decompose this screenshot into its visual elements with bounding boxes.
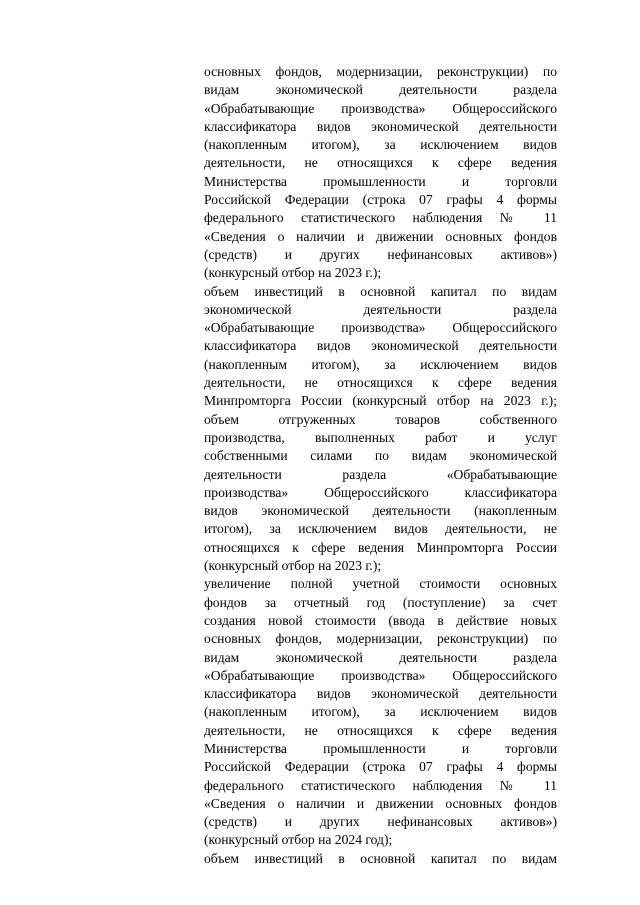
text-line: Минпромторга России (конкурсный отбор на 2023 г.); xyxy=(204,393,557,409)
text-line: «Сведения о наличии и движении основных фондов xyxy=(204,228,557,244)
text-line: деятельности, не относящихся к сфере ведения xyxy=(204,375,557,391)
text-line: итогом), за исключением видов деятельности, не xyxy=(204,521,557,537)
text-line: фондов за отчетный год (поступление) за счет xyxy=(204,594,557,610)
text-line: «Обрабатывающие производства» Общероссийского xyxy=(204,667,557,683)
text-line: экономической деятельности раздела xyxy=(204,301,557,317)
text-line: объем инвестиций в основной капитал по видам xyxy=(204,283,557,299)
text-line: видам экономической деятельности раздела xyxy=(204,649,557,665)
text-line: Министерства промышленности и торговли xyxy=(204,740,557,756)
text-line: объем инвестиций в основной капитал по видам xyxy=(204,850,557,866)
text-line: производства, выполненных работ и услуг xyxy=(204,429,557,445)
document-body-text xyxy=(204,63,557,868)
text-line: Российской Федерации (строка 07 графы 4 формы xyxy=(204,192,557,208)
text-line: (средств) и других нефинансовых активов») xyxy=(204,814,557,830)
text-line: увеличение полной учетной стоимости основных xyxy=(204,576,557,592)
text-line: федерального статистического наблюдения № 11 xyxy=(204,777,557,793)
text-line: Российской Федерации (строка 07 графы 4 формы xyxy=(204,759,557,775)
text-line: собственными силами по видам экономической xyxy=(204,448,557,464)
text-line: основных фондов, модернизации, реконструкции) по xyxy=(204,631,557,647)
text-line: «Обрабатывающие производства» Общероссийского xyxy=(204,100,557,116)
text-line: Министерства промышленности и торговли xyxy=(204,173,557,189)
text-line: классификатора видов экономической деятельности xyxy=(204,686,557,702)
text-line: классификатора видов экономической деятельности xyxy=(204,338,557,354)
text-line: видов экономической деятельности (накопленным xyxy=(204,503,557,519)
text-line: «Обрабатывающие производства» Общероссийского xyxy=(204,320,557,336)
text-line: (накопленным итогом), за исключением видов xyxy=(204,137,557,153)
text-line: (конкурсный отбор на 2023 г.); xyxy=(204,558,382,574)
text-line: объем отгруженных товаров собственного xyxy=(204,411,557,427)
text-line: производства» Общероссийского классификатора xyxy=(204,484,557,500)
text-line: (накопленным итогом), за исключением видов xyxy=(204,356,557,372)
text-line: (средств) и других нефинансовых активов») xyxy=(204,246,557,262)
text-line: основных фондов, модернизации, реконструкции) по xyxy=(204,64,557,79)
text-line: деятельности, не относящихся к сфере ведения xyxy=(204,155,557,171)
text-line: относящихся к сфере ведения Минпромторга России xyxy=(204,539,557,555)
text-line: федерального статистического наблюдения № 11 xyxy=(204,210,557,226)
text-line: «Сведения о наличии и движении основных фондов xyxy=(204,795,557,811)
text-line: (накопленным итогом), за исключением видов xyxy=(204,704,557,720)
text-line: деятельности раздела «Обрабатывающие xyxy=(204,466,557,482)
text-line: деятельности, не относящихся к сфере ведения xyxy=(204,722,557,738)
text-line: создания новой стоимости (ввода в действие новых xyxy=(204,612,557,628)
text-line: видам экономической деятельности раздела xyxy=(204,82,557,98)
text-line: классификатора видов экономической деятельности xyxy=(204,118,557,134)
text-line: (конкурсный отбор на 2023 г.); xyxy=(204,265,382,281)
text-line: (конкурсный отбор на 2024 год); xyxy=(204,832,393,848)
